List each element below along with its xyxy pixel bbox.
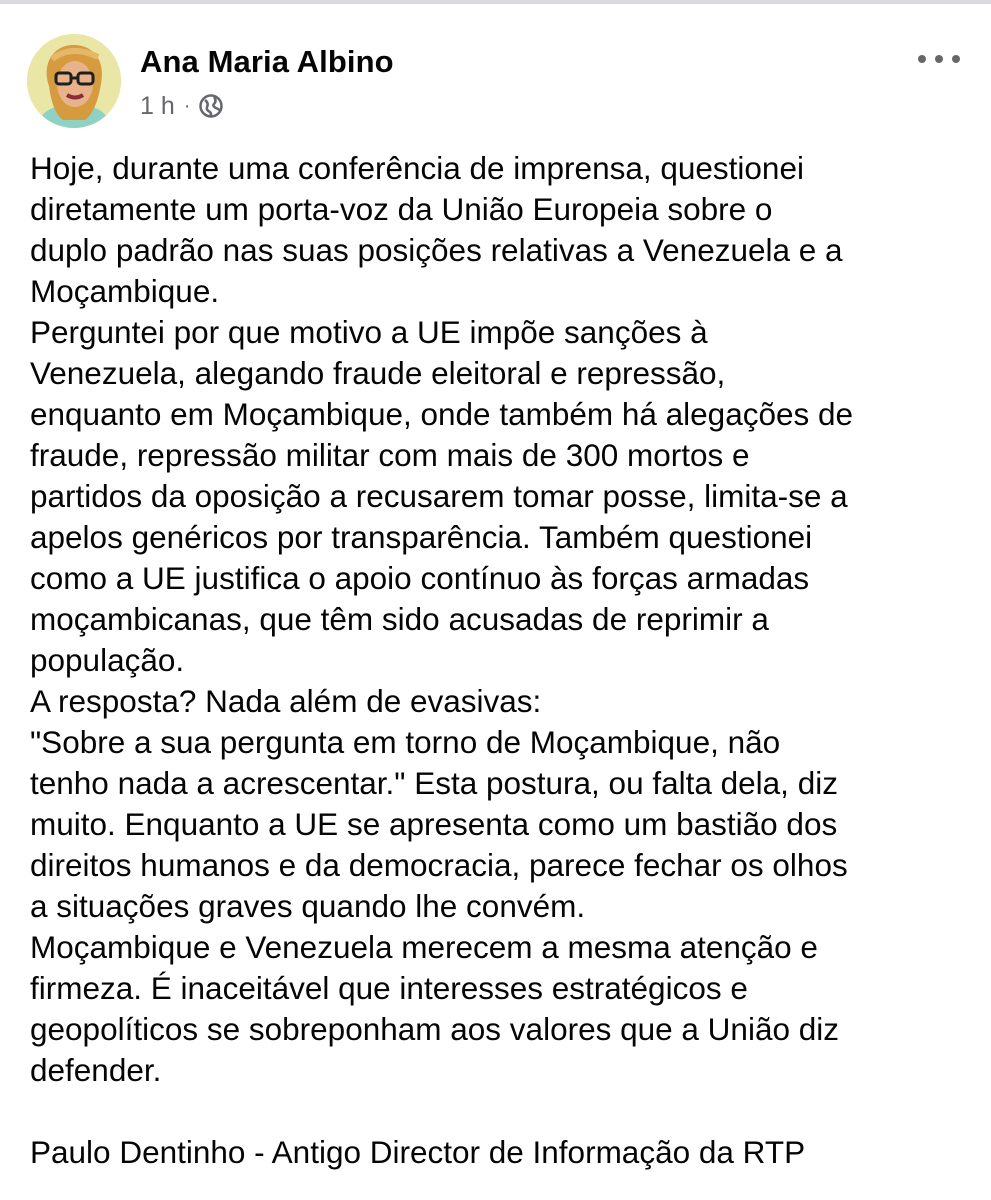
post-line: muito. Enquanto a UE se apresenta como um bastião dos bbox=[30, 806, 838, 842]
avatar-photo-icon bbox=[27, 34, 121, 128]
post-line: a situações graves quando lhe convém. bbox=[30, 888, 586, 924]
signature-line: Paulo Dentinho - Antigo Director de Informação da RTP bbox=[30, 1134, 806, 1170]
post-line: Hoje, durante uma conferência de imprensa, questionei bbox=[30, 150, 804, 186]
post-meta bbox=[140, 89, 224, 123]
post-line: "Sobre a sua pergunta em torno de Moçambique, não bbox=[30, 724, 781, 760]
globe-icon[interactable] bbox=[198, 93, 224, 119]
more-options-button[interactable] bbox=[918, 49, 960, 69]
post-line: firmeza. É inaceitável que interesses estratégicos e bbox=[30, 970, 748, 1006]
post-line: defender. bbox=[30, 1052, 162, 1088]
post-line: partidos da oposição a recusarem tomar posse, limita-se a bbox=[30, 478, 848, 514]
avatar[interactable] bbox=[27, 34, 121, 128]
post-line: A resposta? Nada além de evasivas: bbox=[30, 683, 542, 719]
post-line: enquanto em Moçambique, onde também há alegações de bbox=[30, 396, 854, 432]
more-dot-icon bbox=[918, 55, 926, 63]
post-line: Moçambique e Venezuela merecem a mesma atenção e bbox=[30, 929, 818, 965]
post-text bbox=[30, 148, 975, 1173]
post-line: diretamente um porta-voz da União Europeia sobre o bbox=[30, 191, 773, 227]
post-line: direitos humanos e da democracia, parece fechar os olhos bbox=[30, 847, 848, 883]
post-line: população. bbox=[30, 642, 185, 678]
post-line: Perguntei por que motivo a UE impõe sanções à bbox=[30, 314, 708, 350]
author-name[interactable]: Ana Maria Albino bbox=[140, 44, 394, 79]
post-line: duplo padrão nas suas posições relativas a Venezuela e a bbox=[30, 232, 843, 268]
post-line: Moçambique. bbox=[30, 273, 220, 309]
more-dot-icon bbox=[935, 55, 943, 63]
post-line: fraude, repressão militar com mais de 300 mortos e bbox=[30, 437, 750, 473]
post-line: tenho nada a acrescentar." Esta postura, ou falta dela, diz bbox=[30, 765, 838, 801]
more-dot-icon bbox=[952, 55, 960, 63]
meta-separator: · bbox=[183, 94, 191, 117]
post-line: Venezuela, alegando fraude eleitoral e repressão, bbox=[30, 355, 726, 391]
post-header bbox=[27, 34, 967, 130]
post-line: moçambicanas, que têm sido acusadas de reprimir a bbox=[30, 601, 769, 637]
top-divider bbox=[0, 0, 991, 4]
post-line: geopolíticos se sobreponham aos valores que a União diz bbox=[30, 1011, 840, 1047]
paragraph-gap bbox=[30, 1091, 975, 1132]
timestamp[interactable]: 1 h bbox=[140, 91, 175, 120]
post-line: como a UE justifica o apoio contínuo às forças armadas bbox=[30, 560, 810, 596]
post-line: apelos genéricos por transparência. Também questionei bbox=[30, 519, 813, 555]
